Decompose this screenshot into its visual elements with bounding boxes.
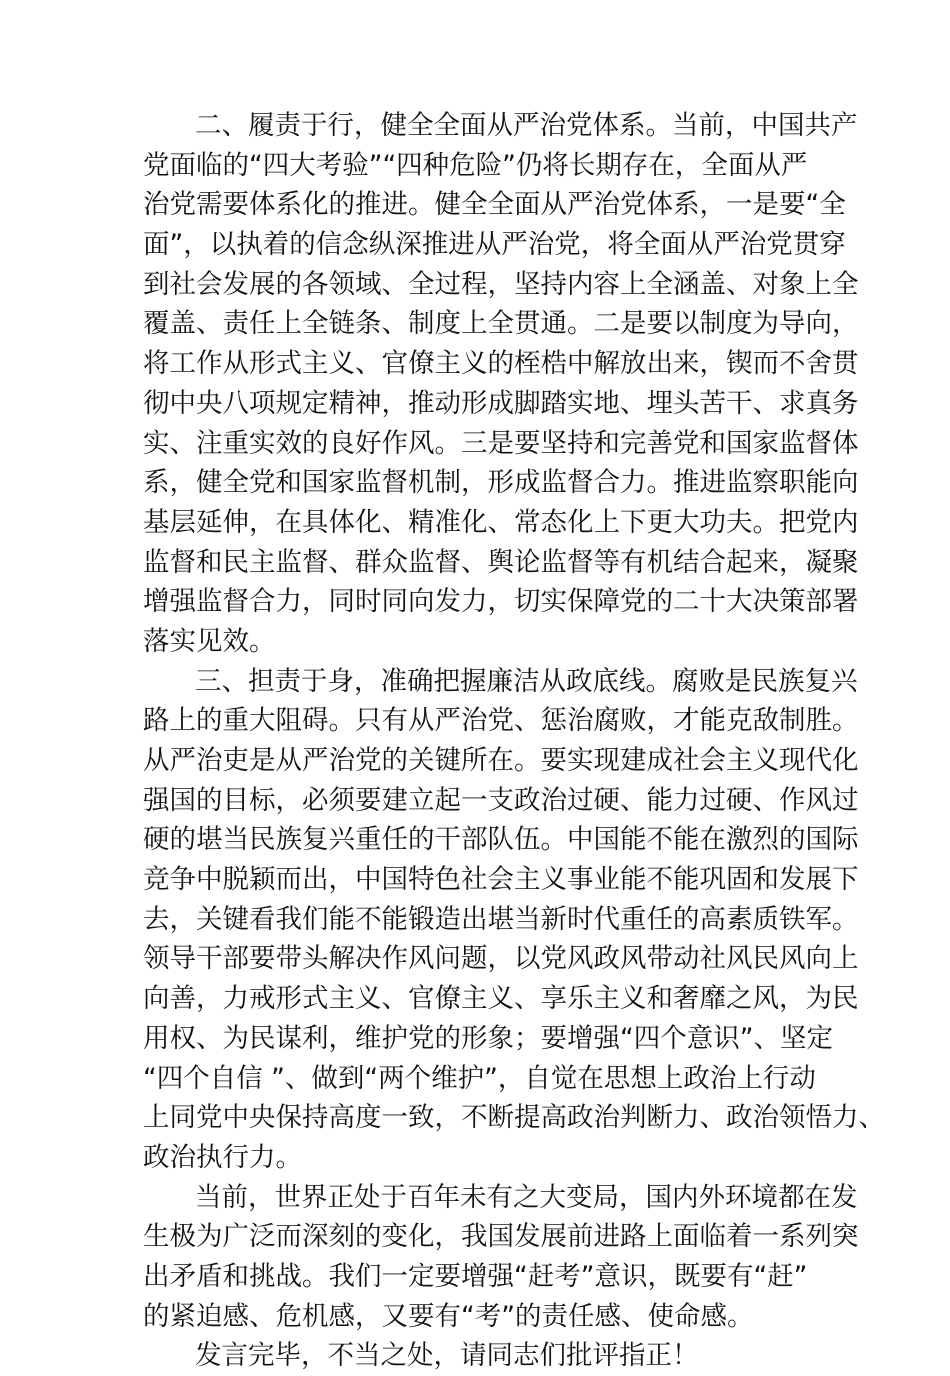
text-line: 当前，世界正处于百年未有之大变局，国内外环境都在发 <box>195 1181 858 1213</box>
text-line: 出矛盾和挑战。我们一定要增强“赶考”意识，既要有“赶” <box>143 1260 808 1292</box>
text-line: 的紧迫感、危机感，又要有“考”的责任感、使命感。 <box>143 1300 754 1332</box>
text-line: 面”，以执着的信念纵深推进从严治党，将全面从严治党贯穿 <box>143 229 846 261</box>
text-line: 系，健全党和国家监督机制，形成监督合力。推进监察职能向 <box>143 467 859 499</box>
paragraph-current-situation <box>143 1178 859 1337</box>
text-line: 用权、为民谋利，维护党的形象；要增强“四个意识”、坚定 <box>143 1022 833 1054</box>
paragraph-integrity-baseline <box>143 662 885 1178</box>
text-line: 基层延伸，在具体化、精准化、常态化上下更大功夫。把党内 <box>143 506 859 538</box>
text-line: 去，关键看我们能不能锻造出堪当新时代重任的高素质铁军。 <box>143 903 859 935</box>
text-line: 竞争中脱颖而出，中国特色社会主义事业能不能巩固和发展下 <box>143 864 859 896</box>
text-line: 强国的目标，必须要建立起一支政治过硬、能力过硬、作风过 <box>143 784 859 816</box>
text-line: 上同党中央保持高度一致，不断提高政治判断力、政治领悟力、 <box>143 1102 885 1134</box>
text-line: 将工作从形式主义、官僚主义的桎梏中解放出来，锲而不舍贯 <box>143 348 859 380</box>
text-line: 向善，力戒形式主义、官僚主义、享乐主义和奢靡之风，为民 <box>143 983 859 1015</box>
text-line: 增强监督合力，同时同向发力，切实保障党的二十大决策部署 <box>143 586 859 618</box>
text-line: 监督和民主监督、群众监督、舆论监督等有机结合起来，凝聚 <box>143 546 859 578</box>
paragraph-strict-governance-system <box>143 106 859 662</box>
text-line: 二、履责于行，健全全面从严治党体系。当前，中国共产 <box>195 110 858 141</box>
text-line: 发言完毕，不当之处，请同志们批评指正！ <box>195 1340 699 1372</box>
text-line: 从严治吏是从严治党的关键所在。要实现建成社会主义现代化 <box>143 745 859 776</box>
text-line: 治党需要体系化的推进。健全全面从严治党体系，一是要“全 <box>143 189 846 221</box>
text-line: 党面临的“四大考验”“四种危险”仍将长期存在，全面从严 <box>143 149 808 181</box>
text-line: 落实见效。 <box>143 625 276 657</box>
text-line: 领导干部要带头解决作风问题，以党风政风带动社风民风向上 <box>143 943 859 975</box>
text-line: 覆盖、责任上全链条、制度上全贯通。二是要以制度为导向， <box>143 308 859 340</box>
document-body <box>143 106 885 1376</box>
text-line: “四个自信 ”、做到“两个维护”，自觉在思想上政治上行动 <box>143 1062 816 1094</box>
paragraph-closing-remark <box>143 1336 823 1376</box>
text-line: 生极为广泛而深刻的变化，我国发展前进路上面临着一系列突 <box>143 1221 859 1253</box>
text-line: 彻中央八项规定精神，推动形成脚踏实地、埋头苦干、求真务 <box>143 387 859 419</box>
text-line: 硬的堪当民族复兴重任的干部队伍。中国能不能在激烈的国际 <box>143 824 859 856</box>
text-line: 政治执行力。 <box>143 1141 302 1173</box>
text-line: 路上的重大阻碍。只有从严治党、惩治腐败，才能克敌制胜。 <box>143 705 859 737</box>
text-line: 到社会发展的各领域、全过程，坚持内容上全涵盖、对象上全 <box>143 268 859 300</box>
text-line: 三、担责于身，准确把握廉洁从政底线。腐败是民族复兴 <box>195 665 858 697</box>
text-line: 实、注重实效的良好作风。三是要坚持和完善党和国家监督体 <box>143 427 859 459</box>
